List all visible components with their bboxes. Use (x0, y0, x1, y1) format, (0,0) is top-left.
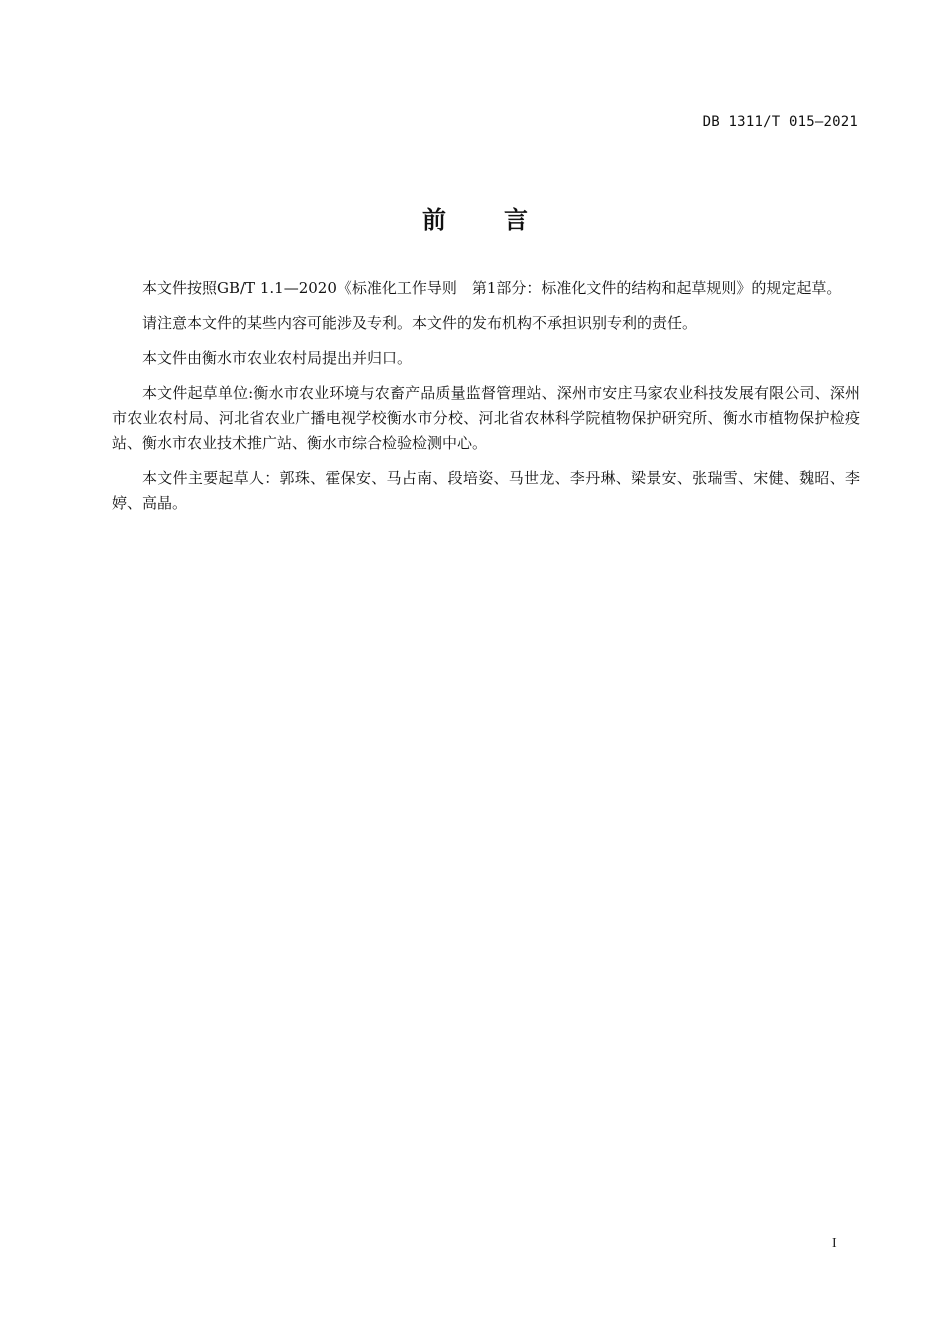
page-number: I (832, 1236, 837, 1251)
paragraph-drafting-units: 本文件起草单位:衡水市农业环境与农畜产品质量监督管理站、深州市安庄马家农业科技发展有限公司、深州市农业农村局、河北省农业广播电视学校衡水市分校、河北省农林科学院植物保护研究所、衡水市植物保护检疫站、衡水市农业技术推广站、衡水市综合检验检测中心。 (112, 384, 860, 452)
page-title (0, 200, 950, 235)
foreword-body (112, 276, 860, 526)
title-char-2: 言 (504, 206, 528, 234)
paragraph-patent-notice: 请注意本文件的某些内容可能涉及专利。本文件的发布机构不承担识别专利的责任。 (142, 314, 698, 332)
paragraph-drafting-rules: 本文件按照GB/T 1.1—2020《标准化工作导则 第1部分：标准化文件的结构和起草规则》的规定起草。 (142, 279, 842, 297)
paragraph-proposer: 本文件由衡水市农业农村局提出并归口。 (142, 349, 413, 367)
paragraph-drafters: 本文件主要起草人：郭珠、霍保安、马占南、段培姿、马世龙、李丹琳、梁景安、张瑞雪、宋健、魏昭、李婷、高晶。 (112, 469, 860, 512)
document-code: DB 1311/T 015—2021 (702, 114, 858, 130)
title-char-1: 前 (422, 206, 446, 234)
